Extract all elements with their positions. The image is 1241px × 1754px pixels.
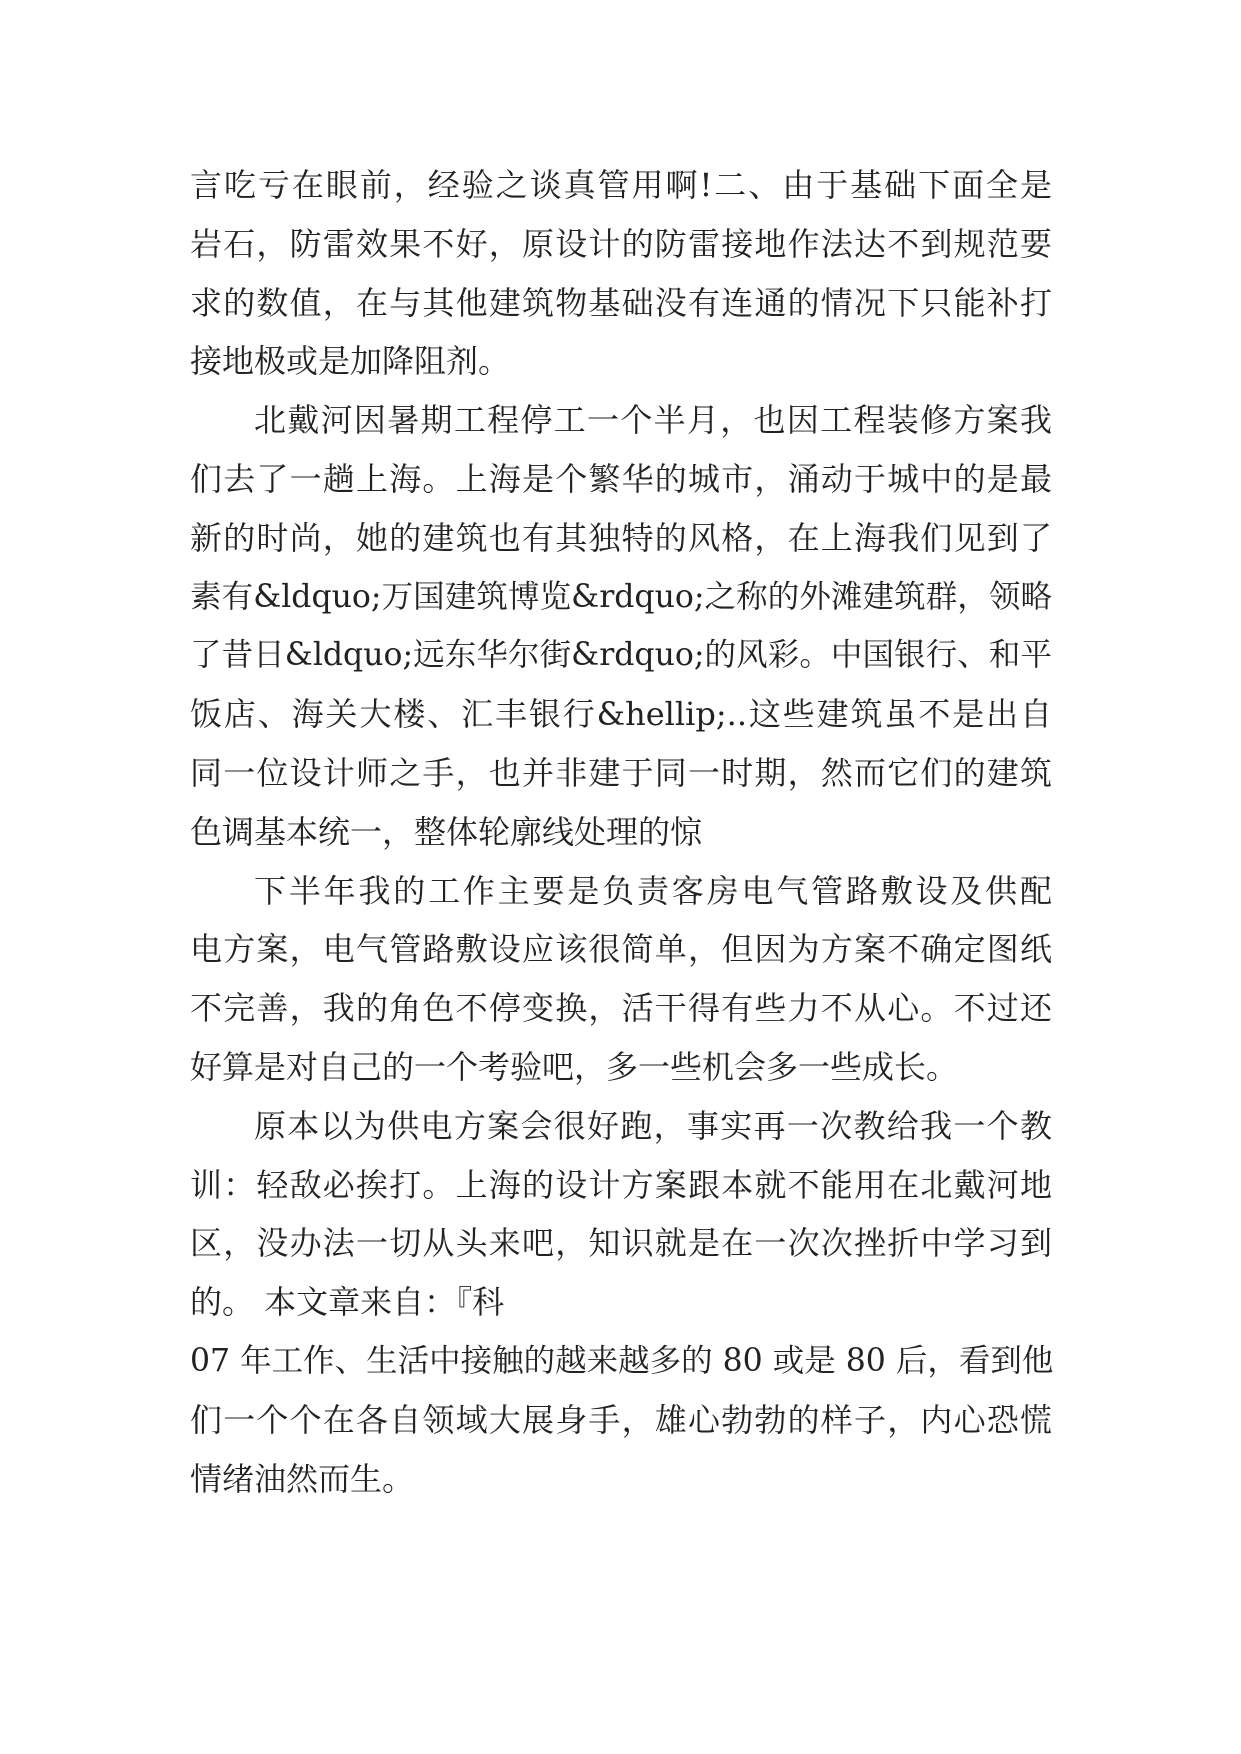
text-line: 新的时尚，她的建筑也有其独特的风格，在上海我们见到了: [190, 518, 1052, 557]
text-line: 们一个个在各自领域大展身手，雄心勃勃的样子，内心恐慌: [190, 1400, 1052, 1439]
text-line: 电方案，电气管路敷设应该很简单，但因为方案不确定图纸: [190, 930, 1052, 969]
text-line: 北戴河因暑期工程停工一个半月，也因工程装修方案我: [254, 401, 1052, 440]
text-line: 素有&ldquo;万国建筑博览&rdquo;之称的外滩建筑群，领略: [190, 578, 1052, 615]
text-line: 原本以为供电方案会很好跑，事实再一次教给我一个教: [254, 1106, 1052, 1145]
text-line: 们去了一趟上海。上海是个繁华的城市，涌动于城中的是最: [190, 459, 1052, 498]
text-line: 不完善，我的角色不停变换，活干得有些力不从心。不过还: [190, 989, 1052, 1028]
text-line: 言吃亏在眼前，经验之谈真管用啊!二、由于基础下面全是: [190, 166, 1052, 204]
document-body: [190, 156, 1052, 1508]
text-line: 07 年工作、生活中接触的越来越多的 80 或是 80 后，看到他: [190, 1342, 1054, 1379]
text-line: 岩石，防雷效果不好，原设计的防雷接地作法达不到规范要: [190, 224, 1052, 263]
text-line: 接地极或是加降阻剂。: [190, 342, 511, 381]
text-line: 情绪油然而生。: [190, 1459, 415, 1498]
text-line: 好算是对自己的一个考验吧，多一些机会多一些成长。: [190, 1047, 959, 1086]
text-line: 的。 本文章来自：『科: [190, 1283, 505, 1322]
text-line: 训：轻敌必挨打。上海的设计方案跟本就不能用在北戴河地: [190, 1165, 1052, 1204]
text-line: 饭店、海关大楼、汇丰银行&hellip;..这些建筑虽不是出自: [190, 695, 1052, 734]
text-line: 求的数值，在与其他建筑物基础没有连通的情况下只能补打: [190, 283, 1052, 322]
text-line: 区，没办法一切从头来吧，知识就是在一次次挫折中学习到: [190, 1224, 1052, 1263]
text-line: 同一位设计师之手，也并非建于同一时期，然而它们的建筑: [190, 753, 1052, 792]
text-line: 色调基本统一，整体轮廓线处理的惊: [190, 812, 703, 851]
text-line: 下半年我的工作主要是负责客房电气管路敷设及供配: [254, 871, 1052, 910]
text-line: 了昔日&ldquo;远东华尔街&rdquo;的风彩。中国银行、和平: [190, 637, 1052, 674]
